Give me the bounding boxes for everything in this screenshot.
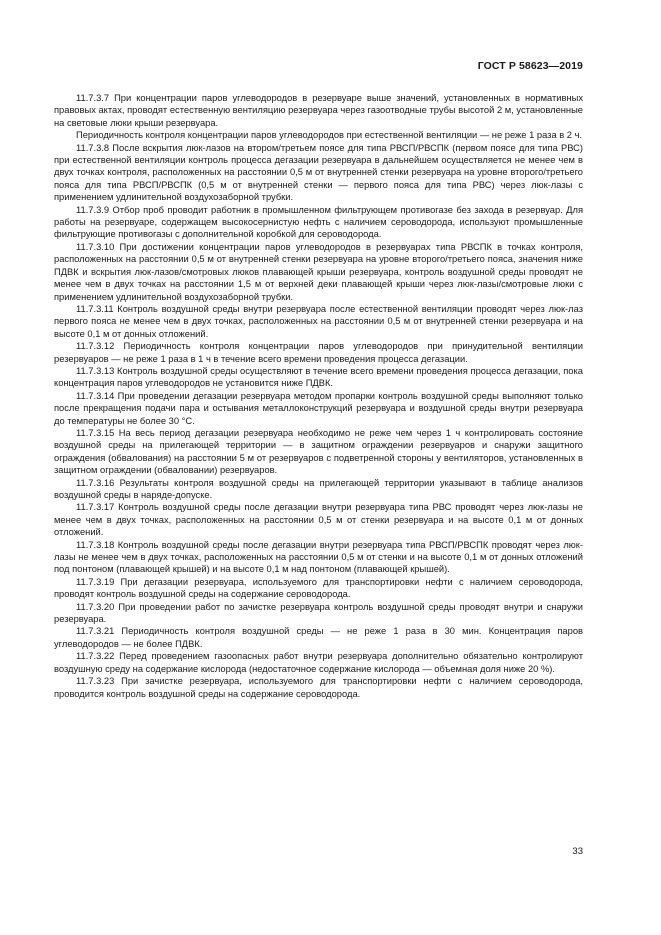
- page-number: 33: [572, 846, 583, 857]
- paragraph-11-7-3-19: 11.7.3.19 При дегазации резервуара, используемого для транспортировки нефти с наличием сероводорода, проводят контроль воздушной среды на содержание сероводорода.: [54, 576, 583, 600]
- paragraph-11-7-3-21: 11.7.3.21 Периодичность контроля воздушной среды — не реже 1 раза в 30 мин. Концентрация паров углеводородов — не более ПДВК.: [54, 626, 583, 649]
- paragraph-11-7-3-15: 11.7.3.15 На весь период дегазации резервуара необходимо не реже чем через 1 ч контролировать состояние воздушной среды на прилегающей территории — в защитном ограждении резервуаров и снаружи защитного ограждения (обвалования) на расстоянии 5 м от резервуаров с подветренной стороны у вентиляторов, установленных в защитном ограждении (обваловании) резервуаров.: [54, 427, 583, 476]
- paragraph-11-7-3-13: 11.7.3.13 Контроль воздушной среды осуществляют в течение всего времени проведения процесса дегазации, пока концентрация паров углеводородов не установится ниже ПДВК.: [54, 365, 583, 389]
- paragraph-11-7-3-17: 11.7.3.17 Контроль воздушной среды после дегазации внутри резервуара типа РВС проводят через люк-лазы не менее чем в двух точках, расположенных на расстоянии 0,5 м от стенки резервуара и на высоте 0,1 м от донных отложений.: [54, 502, 583, 538]
- paragraph-11-7-3-7: 11.7.3.7 При концентрации паров углеводородов в резервуаре выше значений, установленных в нормативных правовых актах, проводят естественную вентиляцию резервуара через газоотводные трубы высотой 2 м, установленные на световые люки крыши резервуара.: [54, 93, 583, 128]
- paragraph-11-7-3-23: 11.7.3.23 При зачистке резервуара, используемого для транспортировки нефти с наличием сероводорода, проводится контроль воздушной среды на содержание сероводорода.: [54, 676, 583, 699]
- paragraph-11-7-3-9: 11.7.3.9 Отбор проб проводит работник в промышленном фильтрующем противогазе без захода в резервуар. Для работы на резервуаре, содержащем высокосернистую нефть с наличием сероводорода, используют промышленные фильтрующие противогазы с дополнительной коробкой для сероводорода.: [54, 204, 583, 240]
- document-body: [54, 92, 583, 700]
- paragraph-11-7-3-11: 11.7.3.11 Контроль воздушной среды внутри резервуара после естественной вентиляции проводят через люк-лаз первого пояса не менее чем в двух точках, расположенных на расстоянии 0,5 м от внутренней стенки резервуара и на высоте 0,1 м от донных отложений.: [54, 303, 583, 339]
- standard-number: ГОСТ Р 58623—2019: [477, 60, 583, 72]
- paragraph-11-7-3-20: 11.7.3.20 При проведении работ по зачистке резервуара контроль воздушной среды проводят внутри и снаружи резервуара.: [54, 601, 583, 625]
- paragraph-natural-ventilation-period: Периодичность контроля концентрации паров углеводородов при естественной вентиляции — не реже 1 раза в 2 ч.: [76, 130, 583, 141]
- paragraph-11-7-3-12: 11.7.3.12 Периодичность контроля концентрации паров углеводородов при принудительной вентиляции резервуаров — не реже 1 раза в 1 ч в течение всего времени проведения процесса дегазации.: [54, 341, 583, 364]
- paragraph-11-7-3-16: 11.7.3.16 Результаты контроля воздушной среды на прилегающей территории указывают в таблице анализов воздушной среды в наряде-допуске.: [54, 477, 583, 500]
- paragraph-11-7-3-18: 11.7.3.18 Контроль воздушной среды после дегазации внутри резервуара типа РВСП/РВСПК проводят через люк-лазы не менее чем в двух точках, расположенных на расстоянии 0,5 м от стенки и на высоте 0,1 м от донных отложений под понтоном (плавающей крышей) и на высоте 0,1 м над понтоном (плавающей крышей).: [54, 539, 583, 575]
- paragraph-11-7-3-14: 11.7.3.14 При проведении дегазации резервуара методом пропарки контроль воздушной среды выполняют только после прекращения подачи пара и остывания металлоконструкций резервуара и воздушной среды внутри резервуара до температуры не более 30 °C.: [54, 390, 583, 426]
- paragraph-11-7-3-22: 11.7.3.22 Перед проведением газоопасных работ внутри резервуара дополнительно обязательно контролируют воздушную среду на содержание кислорода (недостаточное содержание кислорода — объемная доля ниже 20 %).: [54, 651, 583, 674]
- document-header: [478, 60, 583, 72]
- paragraph-11-7-3-10: 11.7.3.10 При достижении концентрации паров углеводородов в резервуарах типа РВСПК в точках контроля, расположенных на расстоянии 0,5 м от внутренней стенки резервуара на уровне второго/третьего пояса, значения ниже ПДВК и вскрытия люк-лазов/смотровых люков плавающей крыши резервуара, контроль воздушной среды проводят не менее чем в двух точках на расстоянии 1,5 м от верхней деки плавающей крыши через люк-лазы/смотровые люки с применением удлинительной воздухозаборной трубки.: [54, 241, 583, 302]
- paragraph-11-7-3-8: 11.7.3.8 После вскрытия люк-лазов на втором/третьем поясе для типа РВСП/РВСПК (первом поясе для типа РВС) при естественной вентиляции контроль процесса дегазации резервуара в дальнейшем осуществляется не менее чем в двух точках контроля, расположенных на расстоянии 0,5 м от внутренней стенки резервуара на уровне второго/третьего пояса для типа РВСП/РВСПК (0,5 м от внутренней стенки — первого пояса для типа РВС) через люк-лазы с применением удлинительной воздухозаборной трубки.: [54, 142, 583, 203]
